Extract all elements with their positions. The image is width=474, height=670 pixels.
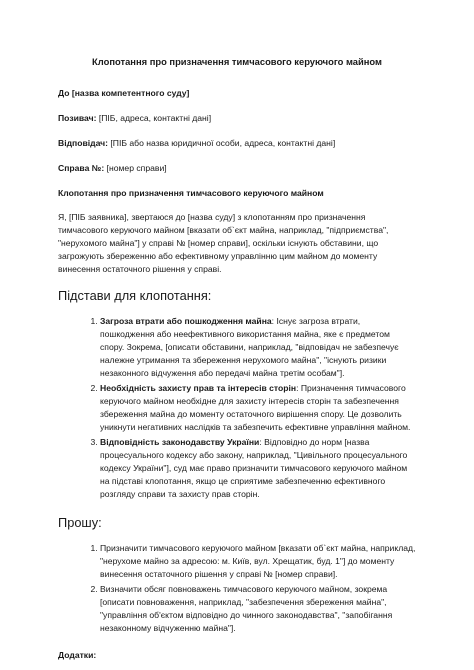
grounds-item-title: Загроза втрати або пошкодження майна [100,316,272,326]
list-item: 2. Визначити обсяг повноважень тимчасового керуючого майном, зокрема [описати повноваження, наприклад, "забезпечення збереження майна", "управління об'єктом відповідно до чинного законодавства", "запобігання незаконному відчуженню майна"]. [100,583,416,635]
grounds-item-text: : Існує загроза втрати, пошкодження або неефективного використання майна, яке є предметом спору. Зокрема, [описати обставини, наприклад, "відповідач не забезпечує належне утримання та збереження нерухомого майна", "існують ризики незаконного відчуження або передачі майна третім особам"]. [100,316,399,378]
grounds-list [58,315,416,501]
list-item [100,436,416,501]
list-item [100,382,416,434]
court-addressee: До [назва компетентного суду] [58,88,190,98]
grounds-item-text: : Призначення тимчасового керуючого майном необхідне для захисту інтересів сторін та забезпечення збереження майна до моменту остаточного вирішення спору. Це дозволить уникнути негативних наслідків та забезпечить ефективне управління майном. [100,383,411,432]
defendant-value: [ПІБ або назва юридичної особи, адреса, контактні дані] [108,138,336,148]
case-number-label: Справа №: [58,163,105,173]
grounds-heading: Підстави для клопотання: [58,288,212,303]
request-list [58,542,416,635]
list-item [100,315,416,380]
list-item: 1. Призначити тимчасового керуючого майном [вказати об`єкт майна, наприклад, "нерухоме майно за адресою: м. Київ, вул. Хрещатик, буд. 1"] до моменту винесення остаточного рішення у справі № [номер справи]. [100,542,416,581]
petition-subtitle: Клопотання про призначення тимчасового керуючого майном [58,188,324,198]
plaintiff-label: Позивач: [58,113,97,123]
request-heading: Прошу: [58,515,102,530]
grounds-item-title: Відповідність законодавству України [100,437,260,447]
plaintiff-value: [ПІБ, адреса, контактні дані] [96,113,212,123]
defendant-label: Відповідач: [58,138,109,148]
defendant-field [58,137,416,150]
grounds-item-text: : Відповідно до норм [назва процесуального кодексу або закону, наприклад, "Цивільного процесуального кодексу України"], суд має право призначити тимчасового керуючого майном на підставі клопотання, якщо це сприятиме забезпеченню ефективного розгляду справи та захисту прав сторін. [100,437,408,499]
attachments-heading: Додатки: [58,650,97,660]
case-number-field [58,162,416,175]
plaintiff-field [58,112,416,125]
case-number-value: [номер справи] [104,163,167,173]
document-title: Клопотання про призначення тимчасового керуючого майном [92,56,382,67]
intro-paragraph: Я, [ПІБ заявника], звертаюся до [назва суду] з клопотанням про призначення тимчасового керуючого майном [вказати об`єкт майна, наприклад, "підприємства", "нерухомого майна"] у справі № [номер справи], оскільки існують обставини, що загрожують збереженню або ефективному управлінню цим майном до моменту винесення остаточного рішення у справі. [58,212,389,274]
grounds-item-title: Необхідність захисту прав та інтересів сторін [100,383,297,393]
